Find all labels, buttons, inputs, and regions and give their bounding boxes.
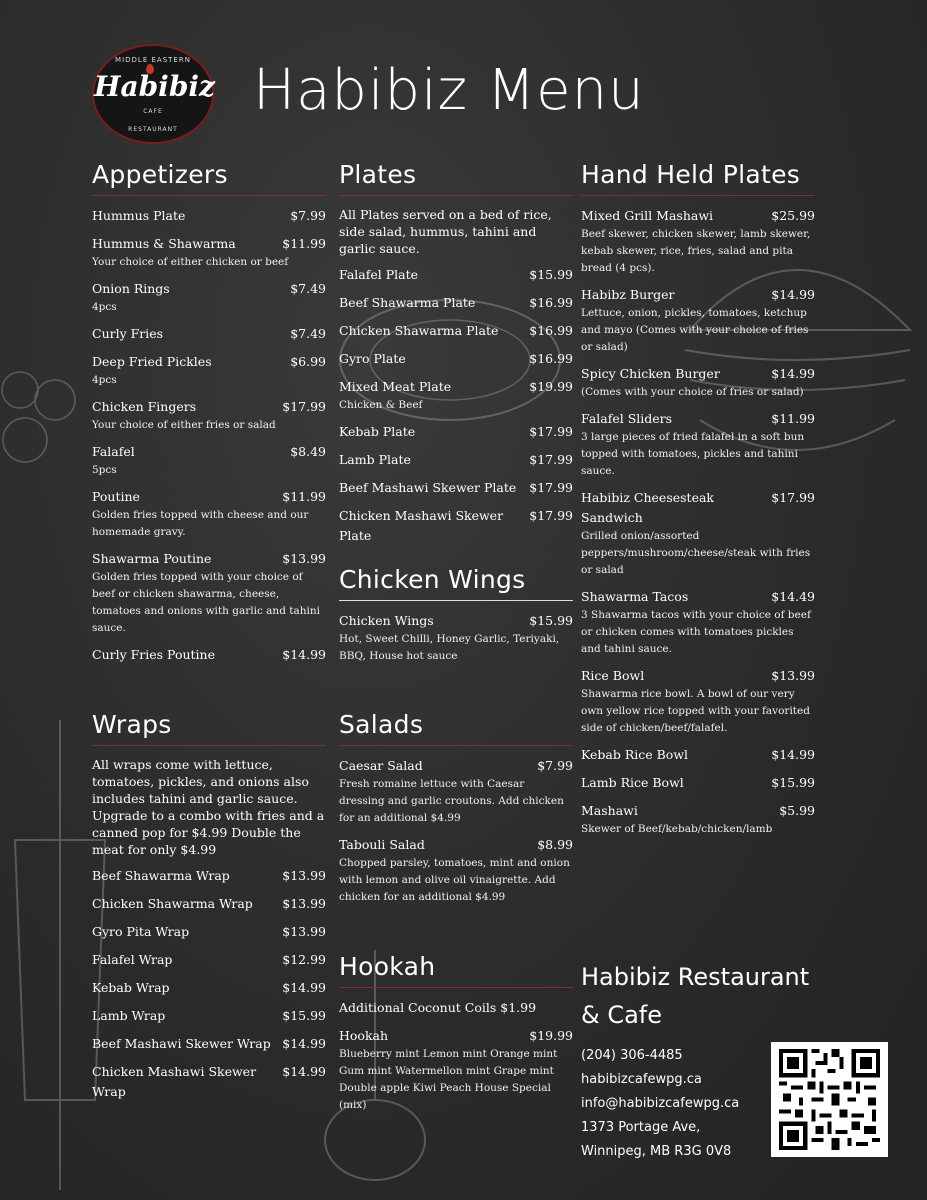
menu-item-name: Habibz Burger bbox=[581, 287, 675, 302]
menu-item-row bbox=[581, 285, 815, 305]
menu-item-description: (Comes with your choice of fries or salad) bbox=[581, 386, 804, 398]
menu-item-name: Tabouli Salad bbox=[339, 837, 425, 852]
menu-item-row bbox=[92, 978, 326, 998]
menu-item-description: Hot, Sweet Chilli, Honey Garlic, Teriyaki, BBQ, House hot sauce bbox=[339, 633, 560, 662]
logo-wordmark: Habibiz bbox=[94, 70, 215, 103]
menu-item bbox=[339, 450, 573, 470]
menu-item bbox=[339, 611, 573, 665]
section-title: Plates bbox=[339, 160, 573, 196]
menu-item-name: Gyro Plate bbox=[339, 351, 406, 366]
menu-item-price: $13.99 bbox=[771, 668, 815, 683]
menu-item-name: Curly Fries bbox=[92, 326, 164, 341]
menu-item-row bbox=[92, 866, 326, 886]
menu-item bbox=[339, 321, 573, 341]
menu-item-price: $14.99 bbox=[282, 1036, 326, 1051]
menu-item-name: Mashawi bbox=[581, 803, 638, 818]
menu-item-price: $11.99 bbox=[282, 489, 326, 504]
menu-item-row bbox=[339, 349, 573, 369]
email-link[interactable]: info@habibizcafewpg.ca bbox=[581, 1096, 740, 1111]
menu-item bbox=[339, 265, 573, 285]
menu-item-name: Mixed Grill Mashawi bbox=[581, 208, 714, 223]
menu-item-name: Onion Rings bbox=[92, 281, 170, 296]
menu-item-row bbox=[339, 1026, 573, 1046]
menu-item-description: Fresh romaine lettuce with Caesar dressing and garlic croutons. Add chicken for an additional $4.99 bbox=[339, 778, 564, 824]
menu-item-price: $5.99 bbox=[779, 803, 815, 818]
menu-item-price: $11.99 bbox=[771, 411, 815, 426]
menu-item-price: $7.49 bbox=[290, 326, 326, 341]
qr-code-icon bbox=[778, 1049, 881, 1150]
menu-item bbox=[581, 409, 815, 480]
menu-item-name: Chicken Mashawi Skewer Wrap bbox=[92, 1064, 257, 1099]
menu-item-price: $7.99 bbox=[537, 758, 573, 773]
menu-item-name: Falafel Sliders bbox=[581, 411, 673, 426]
menu-item-name: Lamb Rice Bowl bbox=[581, 775, 684, 790]
menu-item bbox=[581, 801, 815, 838]
menu-item bbox=[92, 206, 326, 226]
menu-item-row bbox=[339, 478, 573, 498]
menu-item-row bbox=[581, 587, 815, 607]
menu-item-name: Mixed Meat Plate bbox=[339, 379, 452, 394]
menu-item-name: Kebab Wrap bbox=[92, 980, 170, 995]
menu-item-price: $15.99 bbox=[529, 613, 573, 628]
menu-item-name: Beef Mashawi Skewer Wrap bbox=[92, 1036, 271, 1051]
menu-item-description: Golden fries topped with your choice of beef or chicken shawarma, cheese, tomatoes and onions with garlic and tahini sauce. bbox=[92, 571, 320, 634]
menu-item-price: $14.99 bbox=[282, 1064, 326, 1079]
menu-item-name: Deep Fried Pickles bbox=[92, 354, 212, 369]
menu-item-price: $14.99 bbox=[771, 747, 815, 762]
menu-item-name: Hummus Plate bbox=[92, 208, 186, 223]
menu-item-description: Skewer of Beef/kebab/chicken/lamb bbox=[581, 823, 773, 835]
menu-item-row bbox=[581, 801, 815, 821]
menu-item-row bbox=[92, 1034, 326, 1054]
menu-item-name: Shawarma Poutine bbox=[92, 551, 212, 566]
menu-item-row bbox=[92, 206, 326, 226]
menu-item-price: $16.99 bbox=[529, 323, 573, 338]
menu-item-price: $15.99 bbox=[529, 267, 573, 282]
menu-item-price: $19.99 bbox=[529, 1028, 573, 1043]
menu-item bbox=[92, 950, 326, 970]
wings-list bbox=[339, 611, 573, 665]
menu-item-row bbox=[92, 352, 326, 372]
plates-intro: All Plates served on a bed of rice, side salad, hummus, tahini and garlic sauce. bbox=[339, 207, 552, 256]
menu-item bbox=[92, 397, 326, 434]
wings-section bbox=[339, 565, 573, 673]
menu-item-name: Kebab Rice Bowl bbox=[581, 747, 689, 762]
website-link[interactable]: habibizcafewpg.ca bbox=[581, 1072, 702, 1087]
restaurant-logo bbox=[92, 44, 214, 144]
menu-item-price: $12.99 bbox=[282, 952, 326, 967]
menu-item-name: Beef Shawarma Plate bbox=[339, 295, 476, 310]
section-title: Hookah bbox=[339, 952, 573, 988]
menu-item-row bbox=[339, 422, 573, 442]
menu-item-description: Chicken & Beef bbox=[339, 399, 423, 411]
menu-item-row bbox=[339, 611, 573, 631]
menu-item-description: Chopped parsley, tomatoes, mint and onion with lemon and olive oil vinaigrette. Add chicken for an additional $4.99 bbox=[339, 857, 570, 903]
menu-item-description: Lettuce, onion, pickles, tomatoes, ketchup and mayo (Comes with your choice of fries or salad) bbox=[581, 307, 809, 353]
menu-item bbox=[92, 866, 326, 886]
menu-item-price: $7.49 bbox=[290, 281, 326, 296]
menu-item-name: Caesar Salad bbox=[339, 758, 423, 773]
menu-item-price: $13.99 bbox=[282, 924, 326, 939]
menu-item-description: Beef skewer, chicken skewer, lamb skewer, kebab skewer, rice, fries, salad and pita bread (4 pcs). bbox=[581, 228, 811, 274]
page-title: Habibiz Menu bbox=[253, 58, 645, 123]
menu-item bbox=[581, 773, 815, 793]
logo-cafe-text: CAFE bbox=[143, 108, 163, 115]
menu-item-description: Golden fries topped with cheese and our homemade gravy. bbox=[92, 509, 309, 538]
section-title: Wraps bbox=[92, 710, 326, 746]
menu-item-row bbox=[581, 488, 815, 528]
menu-item bbox=[92, 442, 326, 479]
menu-item-name: Rice Bowl bbox=[581, 668, 645, 683]
menu-item-description: 5pcs bbox=[92, 464, 117, 476]
menu-item-row bbox=[92, 487, 326, 507]
menu-item-row bbox=[92, 1062, 326, 1102]
contact-title-line1: Habibiz Restaurant bbox=[581, 963, 810, 991]
menu-item-row bbox=[339, 506, 573, 546]
menu-item bbox=[339, 835, 573, 906]
menu-item-row bbox=[92, 279, 326, 299]
menu-item-name: Falafel bbox=[92, 444, 135, 459]
menu-item-description: Shawarma rice bowl. A bowl of our very own yellow rice topped with your favorited side of chicken/beef/falafel. bbox=[581, 688, 810, 734]
menu-item-row bbox=[92, 950, 326, 970]
menu-item bbox=[92, 324, 326, 344]
section-title: Hand Held Plates bbox=[581, 160, 815, 196]
menu-item-name: Curly Fries Poutine bbox=[92, 647, 216, 662]
menu-item-price: $14.99 bbox=[282, 647, 326, 662]
menu-item bbox=[92, 487, 326, 541]
menu-item-description: 3 large pieces of fried falafel in a soft bun topped with tomatoes, pickles and tahini sauce. bbox=[581, 431, 805, 477]
menu-item bbox=[339, 293, 573, 313]
section-title: Appetizers bbox=[92, 160, 326, 196]
menu-item-name: Chicken Mashawi Skewer Plate bbox=[339, 508, 504, 543]
menu-item-price: $6.99 bbox=[290, 354, 326, 369]
appetizers-section bbox=[92, 160, 326, 673]
menu-item-name: Beef Mashawi Skewer Plate bbox=[339, 480, 517, 495]
menu-item bbox=[581, 488, 815, 579]
menu-item-row bbox=[92, 397, 326, 417]
menu-item bbox=[339, 478, 573, 498]
menu-item bbox=[92, 978, 326, 998]
menu-item-row bbox=[92, 894, 326, 914]
hookah-section bbox=[339, 952, 573, 1122]
menu-item-name: Falafel Plate bbox=[339, 267, 419, 282]
menu-item-row bbox=[581, 206, 815, 226]
wraps-list bbox=[92, 866, 326, 1102]
menu-item bbox=[581, 587, 815, 658]
menu-item-row bbox=[92, 1006, 326, 1026]
menu-item-price: $15.99 bbox=[282, 1008, 326, 1023]
menu-item-description: 4pcs bbox=[92, 374, 117, 386]
menu-item-description: 3 Shawarma tacos with your choice of beef or chicken comes with tomatoes pickles and tahini sauce. bbox=[581, 609, 811, 655]
contact-title-line2: & Cafe bbox=[581, 1001, 663, 1029]
phone-number[interactable]: (204) 306-4485 bbox=[581, 1048, 683, 1063]
salads-section bbox=[339, 710, 573, 914]
menu-item-row bbox=[581, 745, 815, 765]
menu-item-row bbox=[339, 265, 573, 285]
menu-item-row bbox=[339, 835, 573, 855]
menu-item-price: $11.99 bbox=[282, 236, 326, 251]
menu-item-price: $17.99 bbox=[529, 452, 573, 467]
menu-item-name: Poutine bbox=[92, 489, 140, 504]
menu-item bbox=[92, 1034, 326, 1054]
menu-item bbox=[92, 352, 326, 389]
menu-item-price: $17.99 bbox=[529, 508, 573, 523]
salads-list bbox=[339, 756, 573, 906]
menu-item-price: $13.99 bbox=[282, 868, 326, 883]
plates-list bbox=[339, 265, 573, 546]
menu-item-row bbox=[581, 773, 815, 793]
menu-item-price: $16.99 bbox=[529, 295, 573, 310]
logo-bottom-text: RESTAURANT bbox=[128, 126, 178, 133]
menu-item bbox=[92, 645, 326, 665]
menu-item-name: Lamb Wrap bbox=[92, 1008, 166, 1023]
menu-item-price: $14.49 bbox=[771, 589, 815, 604]
menu-item-name: Chicken Shawarma Wrap bbox=[92, 896, 253, 911]
menu-item bbox=[581, 206, 815, 277]
menu-item-row bbox=[339, 450, 573, 470]
menu-item-price: $8.99 bbox=[537, 837, 573, 852]
menu-item-price: $7.99 bbox=[290, 208, 326, 223]
menu-item-price: $25.99 bbox=[771, 208, 815, 223]
menu-item-row bbox=[581, 364, 815, 384]
menu-item-price: $19.99 bbox=[529, 379, 573, 394]
menu-item-price: $14.99 bbox=[771, 366, 815, 381]
appetizers-list bbox=[92, 206, 326, 665]
hookah-coils-note: Additional Coconut Coils $1.99 bbox=[339, 1000, 537, 1015]
menu-item-price: $16.99 bbox=[529, 351, 573, 366]
menu-item bbox=[339, 1026, 573, 1114]
address-line2: Winnipeg, MB R3G 0V8 bbox=[581, 1144, 732, 1159]
hookah-list bbox=[339, 1026, 573, 1114]
menu-item-name: Shawarma Tacos bbox=[581, 589, 689, 604]
logo-top-text: MIDDLE EASTERN bbox=[115, 56, 191, 64]
menu-item bbox=[92, 279, 326, 316]
menu-item-name: Gyro Pita Wrap bbox=[92, 924, 190, 939]
menu-item-price: $17.99 bbox=[529, 480, 573, 495]
menu-item-price: $8.49 bbox=[290, 444, 326, 459]
menu-item bbox=[339, 506, 573, 546]
menu-item bbox=[581, 285, 815, 356]
menu-item-row bbox=[92, 549, 326, 569]
menu-item-name: Beef Shawarma Wrap bbox=[92, 868, 230, 883]
menu-item bbox=[92, 234, 326, 271]
menu-item-row bbox=[339, 293, 573, 313]
menu-item-price: $17.99 bbox=[771, 490, 815, 505]
menu-item-price: $13.99 bbox=[282, 551, 326, 566]
menu-item-description: 4pcs bbox=[92, 301, 117, 313]
qr-code[interactable] bbox=[771, 1042, 888, 1157]
menu-item-description: Your choice of either fries or salad bbox=[92, 419, 276, 431]
menu-item-name: Lamb Plate bbox=[339, 452, 411, 467]
menu-item-name: Habibiz Cheesesteak Sandwich bbox=[581, 490, 714, 525]
menu-item-row bbox=[92, 922, 326, 942]
menu-item-name: Spicy Chicken Burger bbox=[581, 366, 720, 381]
menu-item-description: Blueberry mint Lemon mint Orange mint Gum mint Watermellon mint Grape mint Double apple Kiwi Peach House Special (mix) bbox=[339, 1048, 558, 1111]
plates-section bbox=[339, 160, 573, 554]
handheld-list bbox=[581, 206, 815, 838]
menu-item-price: $14.99 bbox=[282, 980, 326, 995]
menu-item-name: Chicken Shawarma Plate bbox=[339, 323, 499, 338]
menu-item-row bbox=[92, 442, 326, 462]
menu-item-price: $17.99 bbox=[282, 399, 326, 414]
menu-item-row bbox=[339, 756, 573, 776]
handheld-section bbox=[581, 160, 815, 846]
menu-item bbox=[92, 1062, 326, 1102]
menu-item-name: Falafel Wrap bbox=[92, 952, 173, 967]
menu-item-description: Grilled onion/assorted peppers/mushroom/cheese/steak with fries or salad bbox=[581, 530, 811, 576]
menu-item-name: Hummus & Shawarma bbox=[92, 236, 236, 251]
menu-item bbox=[581, 364, 815, 401]
menu-item-row bbox=[92, 324, 326, 344]
menu-item-row bbox=[581, 666, 815, 686]
menu-item-price: $14.99 bbox=[771, 287, 815, 302]
menu-item-row bbox=[339, 377, 573, 397]
menu-item-row bbox=[339, 321, 573, 341]
section-title: Salads bbox=[339, 710, 573, 746]
menu-item bbox=[339, 349, 573, 369]
section-title: Chicken Wings bbox=[339, 565, 573, 601]
menu-item bbox=[92, 1006, 326, 1026]
menu-item-name: Kebab Plate bbox=[339, 424, 416, 439]
menu-item-name: Hookah bbox=[339, 1028, 389, 1043]
menu-item-name: Chicken Wings bbox=[339, 613, 434, 628]
address-line1: 1373 Portage Ave, bbox=[581, 1120, 701, 1135]
menu-item-price: $13.99 bbox=[282, 896, 326, 911]
menu-item bbox=[581, 745, 815, 765]
menu-item-row bbox=[581, 409, 815, 429]
menu-item-description: Your choice of either chicken or beef bbox=[92, 256, 289, 268]
menu-item-price: $15.99 bbox=[771, 775, 815, 790]
menu-item bbox=[92, 894, 326, 914]
menu-item bbox=[339, 756, 573, 827]
menu-item-row bbox=[92, 645, 326, 665]
menu-item bbox=[92, 549, 326, 637]
food-sketch-decoration bbox=[0, 360, 90, 500]
menu-item-row bbox=[92, 234, 326, 254]
menu-item bbox=[92, 922, 326, 942]
wraps-intro: All wraps come with lettuce, tomatoes, pickles, and onions also includes tahini and garlic sauce. Upgrade to a combo with fries and a canned pop for $4.99 Double the meat for only $4.99 bbox=[92, 757, 325, 857]
menu-item-name: Chicken Fingers bbox=[92, 399, 197, 414]
menu-item bbox=[581, 666, 815, 737]
wraps-section bbox=[92, 710, 326, 1110]
menu-item bbox=[339, 422, 573, 442]
menu-item bbox=[339, 377, 573, 414]
menu-item-price: $17.99 bbox=[529, 424, 573, 439]
